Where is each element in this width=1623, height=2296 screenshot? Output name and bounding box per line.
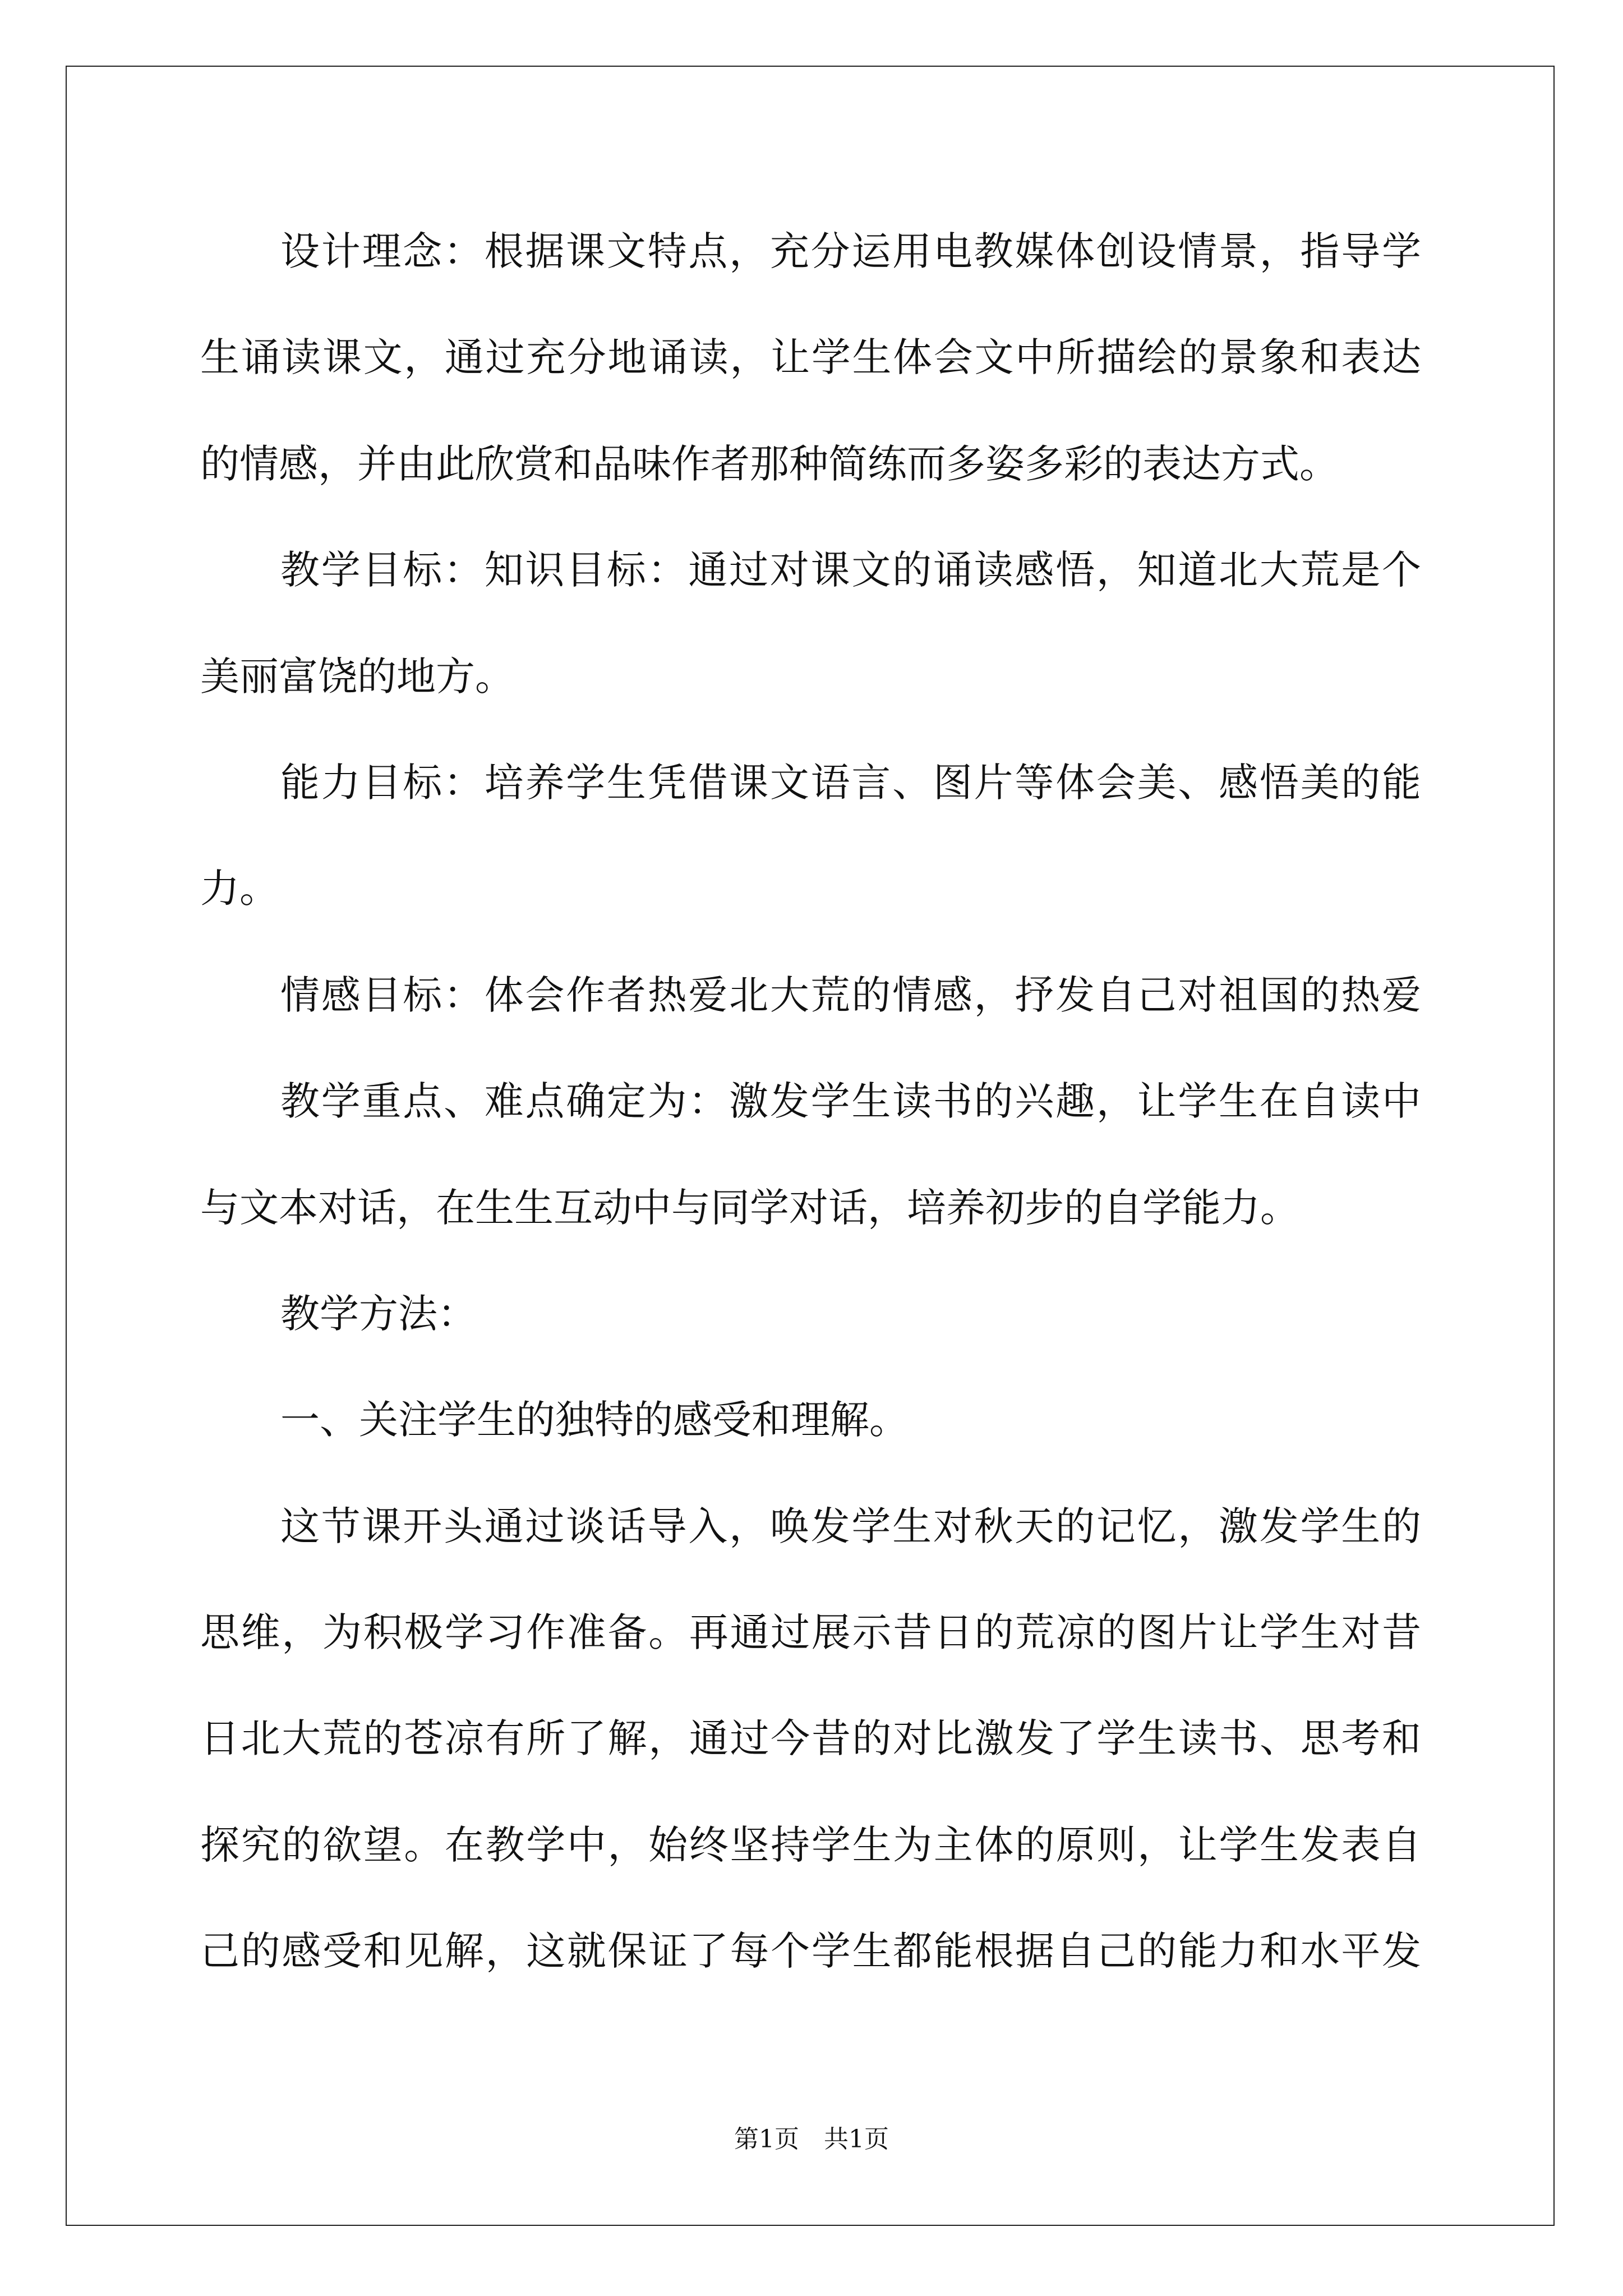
text-line: 思维，为积极学习作准备。再通过展示昔日的荒凉的图片让学生对昔 <box>200 1609 1421 1656</box>
text-line: 力。 <box>200 866 279 912</box>
paragraph-key-points <box>200 1048 1421 1261</box>
paragraph-teaching-goals <box>200 517 1421 730</box>
text-line: 探究的欲望。在教学中，始终坚持学生为主体的原则，让学生发表自 <box>200 1821 1421 1868</box>
paragraph-teaching-methods-heading <box>200 1261 1421 1367</box>
text-line: 情感目标：体会作者热爱北大荒的情感，抒发自己对祖国的热爱 <box>280 972 1421 1018</box>
text-line: 与文本对话，在生生互动中与同学对话，培养初步的自学能力。 <box>200 1184 1299 1231</box>
text-line: 日北大荒的苍凉有所了解，通过今昔的对比激发了学生读书、思考和 <box>200 1715 1421 1762</box>
paragraph-design-concept <box>200 199 1421 517</box>
paragraph-ability-goals <box>200 730 1421 942</box>
text-line: 这节课开头通过谈话导入，唤发学生对秋天的记忆，激发学生的 <box>280 1503 1421 1549</box>
text-line: 设计理念：根据课文特点，充分运用电教媒体创设情景，指导学 <box>280 228 1421 274</box>
paragraph-emotion-goals <box>200 942 1421 1048</box>
text-line: 能力目标：培养学生凭借课文语言、图片等体会美、感悟美的能 <box>280 759 1421 806</box>
paragraph-method-one-body <box>200 1474 1421 2005</box>
text-line: 生诵读课文，通过充分地诵读，让学生体会文中所描绘的景象和表达 <box>200 334 1421 381</box>
text-line: 教学目标：知识目标：通过对课文的诵读感悟，知道北大荒是个 <box>280 547 1421 593</box>
text-line: 教学重点、难点确定为：激发学生读书的兴趣，让学生在自读中 <box>280 1078 1421 1125</box>
text-line: 己的感受和见解，这就保证了每个学生都能根据自己的能力和水平发 <box>200 1928 1421 1975</box>
text-line: 教学方法： <box>280 1290 477 1337</box>
document-body <box>200 199 1421 2005</box>
page-number-footer: 第1页 共1页 <box>734 2125 889 2154</box>
text-line: 的情感，并由此欣赏和品味作者那种简练而多姿多彩的表达方式。 <box>200 440 1339 487</box>
paragraph-method-one-heading <box>200 1367 1421 1473</box>
text-line: 美丽富饶的地方。 <box>200 653 514 700</box>
text-line: 一、关注学生的独特的感受和理解。 <box>280 1397 909 1443</box>
